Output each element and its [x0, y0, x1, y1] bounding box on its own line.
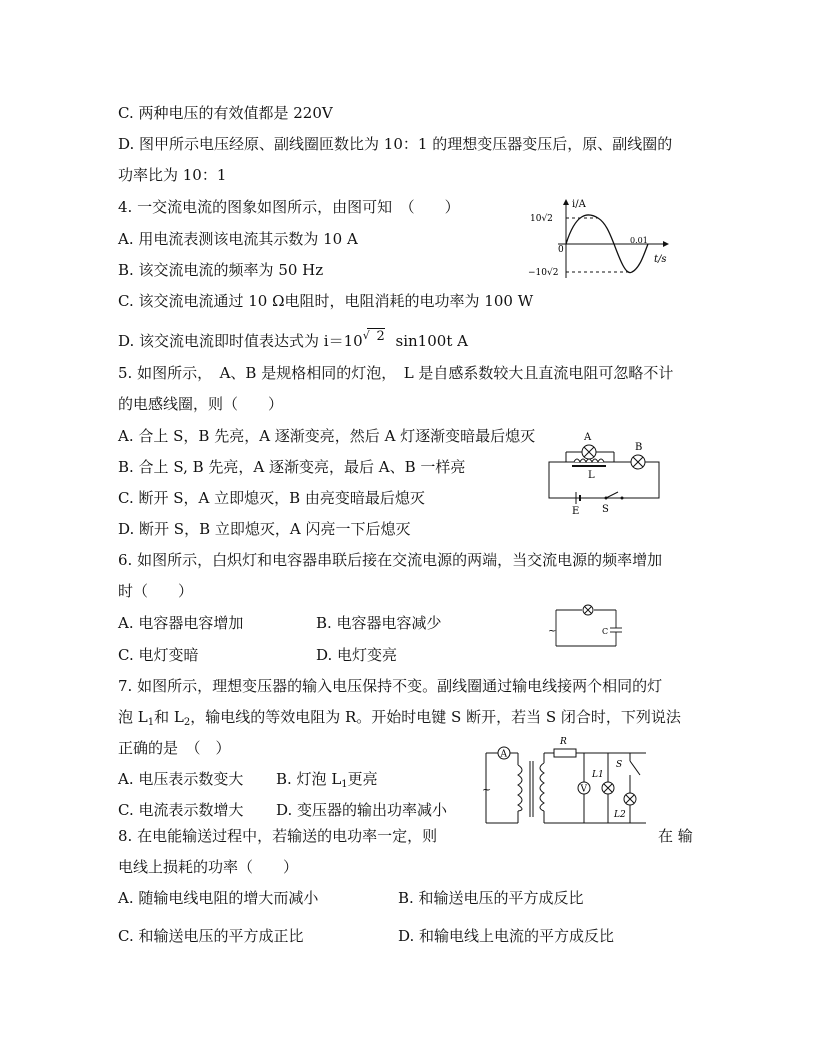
q7-option-a: A. 电压表示数变大 — [118, 770, 244, 788]
capacitor-label: C — [602, 627, 609, 636]
question-8-cont: 电线上损耗的功率（ ） — [118, 858, 299, 876]
option-c-prev: C. 两种电压的有效值都是 220V — [118, 104, 333, 122]
q4-option-d: D. 该交流电流即时值表达式为 i＝10 √ 2 sin100t A — [118, 329, 468, 350]
battery-label: E — [572, 506, 580, 517]
graph-top-label: 10√2 — [530, 214, 553, 224]
graph-x-label: t/s — [654, 254, 667, 265]
q8-option-c: C. 和输送电压的平方成正比 — [118, 927, 304, 945]
voltmeter-label: V — [580, 784, 587, 795]
q5-option-c: C. 断开 S，A 立即熄灭，B 由亮变暗最后熄灭 — [118, 489, 425, 507]
q5-option-a: A. 合上 S，B 先亮，A 逐渐变亮，然后 A 灯逐渐变暗最后熄灭 — [118, 427, 536, 445]
q7-option-b: B. 灯泡 $L_1$更亮 — [276, 770, 378, 790]
graph-bottom-label: −10√2 — [528, 268, 559, 278]
question-7-cont: 泡 $L_1$和 $L_2$，输电线的等效电阻为 R。开始时电键 S 断开，若当 S 闭合时，下列说法 — [118, 708, 681, 728]
q4-option-a: A. 用电流表测该电流其示数为 10 A — [118, 230, 358, 248]
circuit-q7-figure — [480, 737, 660, 831]
question-5: 5. 如图所示， A、B 是规格相同的灯泡， L 是自感系数较大且直流电阻可忽略不计 — [118, 364, 674, 382]
q6-option-b: B. 电容器电容减少 — [316, 614, 442, 632]
question-8: 8. 在电能输送过程中，若输送的电功率一定，则 — [118, 827, 438, 845]
question-7: 7. 如图所示，理想变压器的输入电压保持不变。副线圈通过输电线接两个相同的灯 — [118, 677, 663, 695]
graph-y-label: i/A — [572, 199, 586, 210]
svg-text:~: ~ — [482, 783, 492, 796]
q7-option-d: D. 变压器的输出功率减小 — [276, 801, 448, 819]
inductor-label: L — [588, 470, 595, 481]
graph-origin-label: 0 — [558, 245, 564, 255]
q6-option-d: D. 电灯变亮 — [316, 646, 398, 664]
resistor-label: R — [560, 737, 567, 747]
q6-option-c: C. 电灯变暗 — [118, 646, 199, 664]
question-6: 6. 如图所示，白炽灯和电容器串联后接在交流电源的两端，当交流电源的频率增加 — [118, 551, 663, 569]
lamp-b-label: B — [635, 442, 643, 453]
q4-option-c: C. 该交流电流通过 10 Ω电阻时，电阻消耗的电功率为 100 W — [118, 292, 534, 310]
switch-label: S — [602, 504, 609, 515]
option-d-prev-cont: 功率比为 10：1 — [118, 166, 227, 184]
l1-label: L1 — [592, 770, 604, 780]
q8-option-a: A. 随输电线电阻的增大而减小 — [118, 889, 319, 907]
q5-option-b: B. 合上 S, B 先亮，A 逐渐变亮，最后 A、B 一样亮 — [118, 458, 466, 476]
question-8-tail: 在 输 — [658, 827, 693, 845]
current-graph-figure — [528, 196, 673, 282]
ammeter-label: A — [500, 749, 507, 760]
q8-option-b: B. 和输送电压的平方成反比 — [398, 889, 584, 907]
circuit-q5-figure — [544, 432, 664, 518]
circuit-q6-figure — [546, 602, 626, 654]
q4-option-b: B. 该交流电流的频率为 50 Hz — [118, 261, 324, 279]
lamp-a-label: A — [584, 432, 592, 443]
q8-option-d: D. 和输电线上电流的平方成反比 — [398, 927, 615, 945]
option-d-prev: D. 图甲所示电压经原、副线圈匝数比为 10：1 的理想变压器变压后，原、副线圈的 — [118, 135, 673, 153]
question-4: 4. 一交流电流的图象如图所示，由图可知 （ ） — [118, 198, 460, 216]
graph-tick-label: 0.01 — [630, 236, 648, 245]
q7-option-c: C. 电流表示数增大 — [118, 801, 244, 819]
q6-option-a: A. 电容器电容增加 — [118, 614, 244, 632]
question-5-cont: 的电感线圈，则（ ） — [118, 395, 284, 413]
l2-label: L2 — [614, 810, 626, 820]
svg-text:~: ~ — [548, 626, 557, 637]
question-6-cont: 时（ ） — [118, 582, 194, 600]
q5-option-d: D. 断开 S，B 立即熄灭，A 闪亮一下后熄灭 — [118, 520, 411, 538]
switch-s-label: S — [616, 760, 623, 770]
question-7-cont2: 正确的是 （ ） — [118, 739, 231, 757]
